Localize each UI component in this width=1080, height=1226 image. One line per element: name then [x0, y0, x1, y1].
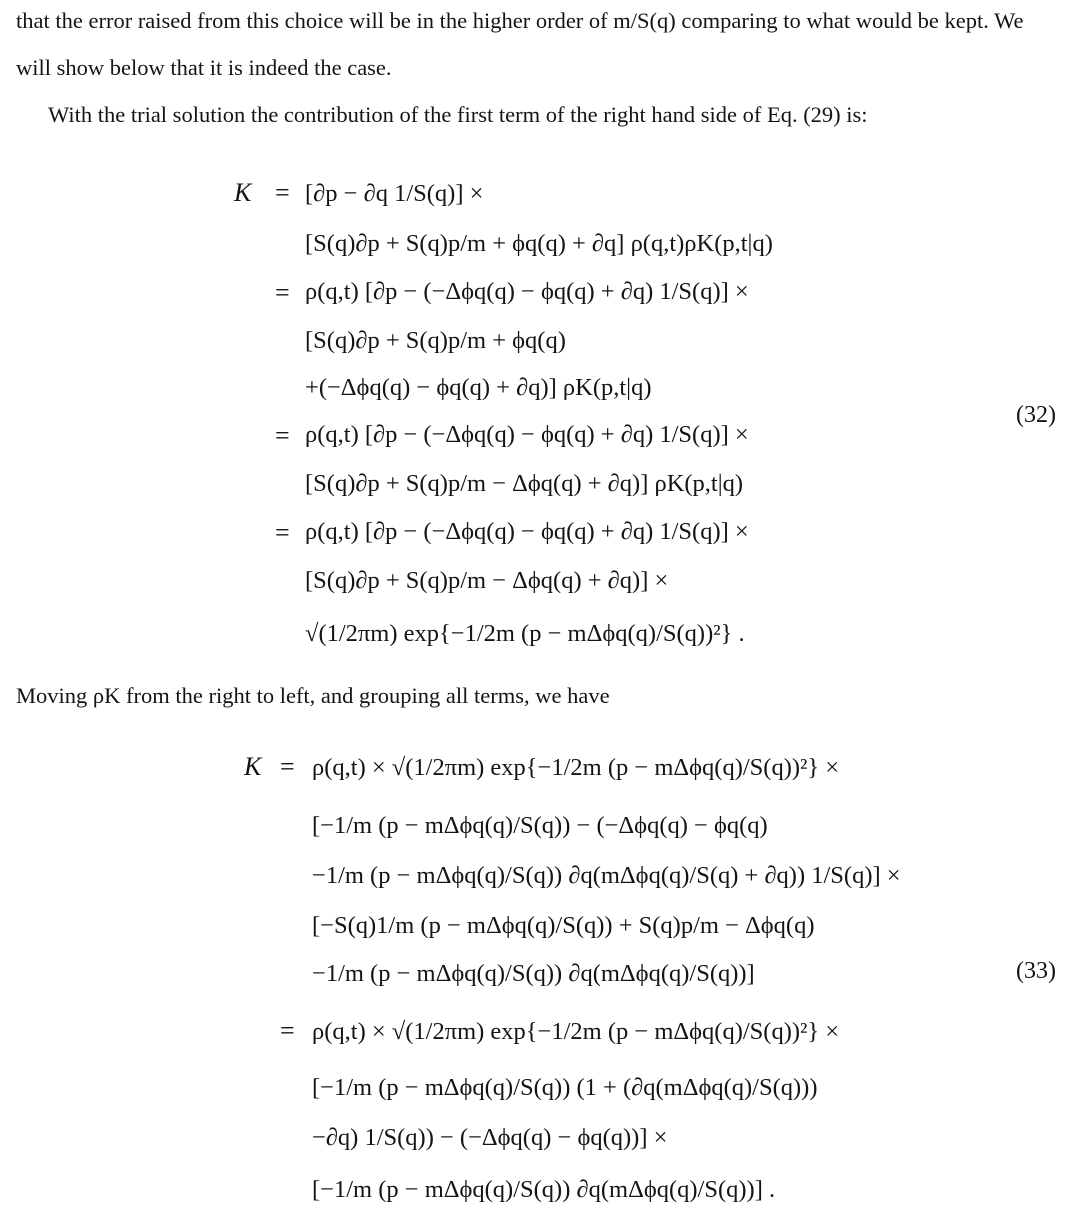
eq33-number: (33): [1016, 958, 1056, 984]
eq32-line-0: [∂p − ∂q 1/S(q)] ×: [305, 180, 484, 207]
eq33-line-2: −1/m (p − mΔϕq(q)/S(q)) ∂q(mΔϕq(q)/S(q) + ∂q)) 1/S(q)] ×: [312, 862, 901, 889]
eq32-line-5: ρ(q,t) [∂p − (−Δϕq(q) − ϕq(q) + ∂q) 1/S(q)] ×: [305, 421, 749, 448]
eq32-rel-7: =: [275, 518, 290, 547]
eq32-line-6: [S(q)∂p + S(q)p/m − Δϕq(q) + ∂q)] ρK(p,t|q): [305, 470, 744, 497]
eq32-line-2: ρ(q,t) [∂p − (−Δϕq(q) − ϕq(q) + ∂q) 1/S(q)] ×: [305, 278, 749, 305]
eq33-line-3: [−S(q)1/m (p − mΔϕq(q)/S(q)) + S(q)p/m − Δϕq(q): [312, 912, 815, 939]
eq32-line-9: √(1/2πm) exp{−1/2m (p − mΔϕq(q)/S(q))²} .: [305, 620, 745, 647]
eq33-line-0: ρ(q,t) × √(1/2πm) exp{−1/2m (p − mΔϕq(q)/S(q))²} ×: [312, 754, 840, 781]
eq33-line-5: ρ(q,t) × √(1/2πm) exp{−1/2m (p − mΔϕq(q)/S(q))²} ×: [312, 1018, 840, 1045]
eq32-line-8: [S(q)∂p + S(q)p/m − Δϕq(q) + ∂q)] ×: [305, 567, 669, 594]
eq32-rel-0: =: [275, 178, 290, 207]
eq32-line-3: [S(q)∂p + S(q)p/m + ϕq(q): [305, 327, 566, 354]
paragraph-2: With the trial solution the contribution of the first term of the right hand side of Eq. (29) is:: [48, 102, 868, 127]
eq33-line-4: −1/m (p − mΔϕq(q)/S(q)) ∂q(mΔϕq(q)/S(q))]: [312, 960, 755, 987]
eq33-rel-5: =: [280, 1016, 295, 1045]
eq33-rel-0: =: [280, 752, 295, 781]
eq32-number: (32): [1016, 402, 1056, 428]
eq32-lhs: K: [234, 178, 252, 207]
eq33-line-6: [−1/m (p − mΔϕq(q)/S(q)) (1 + (∂q(mΔϕq(q)/S(q))): [312, 1074, 818, 1101]
paragraph-1: that the error raised from this choice will be in the higher order of m/S(q) comparing to what would be kept. We will show below that it is indeed the case.: [16, 8, 1024, 80]
eq33-line-8: [−1/m (p − mΔϕq(q)/S(q)) ∂q(mΔϕq(q)/S(q))] .: [312, 1176, 776, 1203]
eq32-rel-2: =: [275, 278, 290, 307]
eq32-line-1: [S(q)∂p + S(q)p/m + ϕq(q) + ∂q] ρ(q,t)ρK(p,t|q): [305, 230, 773, 257]
eq33-line-1: [−1/m (p − mΔϕq(q)/S(q)) − (−Δϕq(q) − ϕq(q): [312, 812, 768, 839]
eq33-line-7: −∂q) 1/S(q)) − (−Δϕq(q) − ϕq(q))] ×: [312, 1124, 668, 1151]
eq32-rel-5: =: [275, 421, 290, 450]
paragraph-3: Moving ρK from the right to left, and grouping all terms, we have: [16, 683, 610, 708]
eq33-lhs: K: [244, 752, 262, 781]
eq32-line-4: +(−Δϕq(q) − ϕq(q) + ∂q)] ρK(p,t|q): [305, 374, 652, 401]
eq32-line-7: ρ(q,t) [∂p − (−Δϕq(q) − ϕq(q) + ∂q) 1/S(q)] ×: [305, 518, 749, 545]
